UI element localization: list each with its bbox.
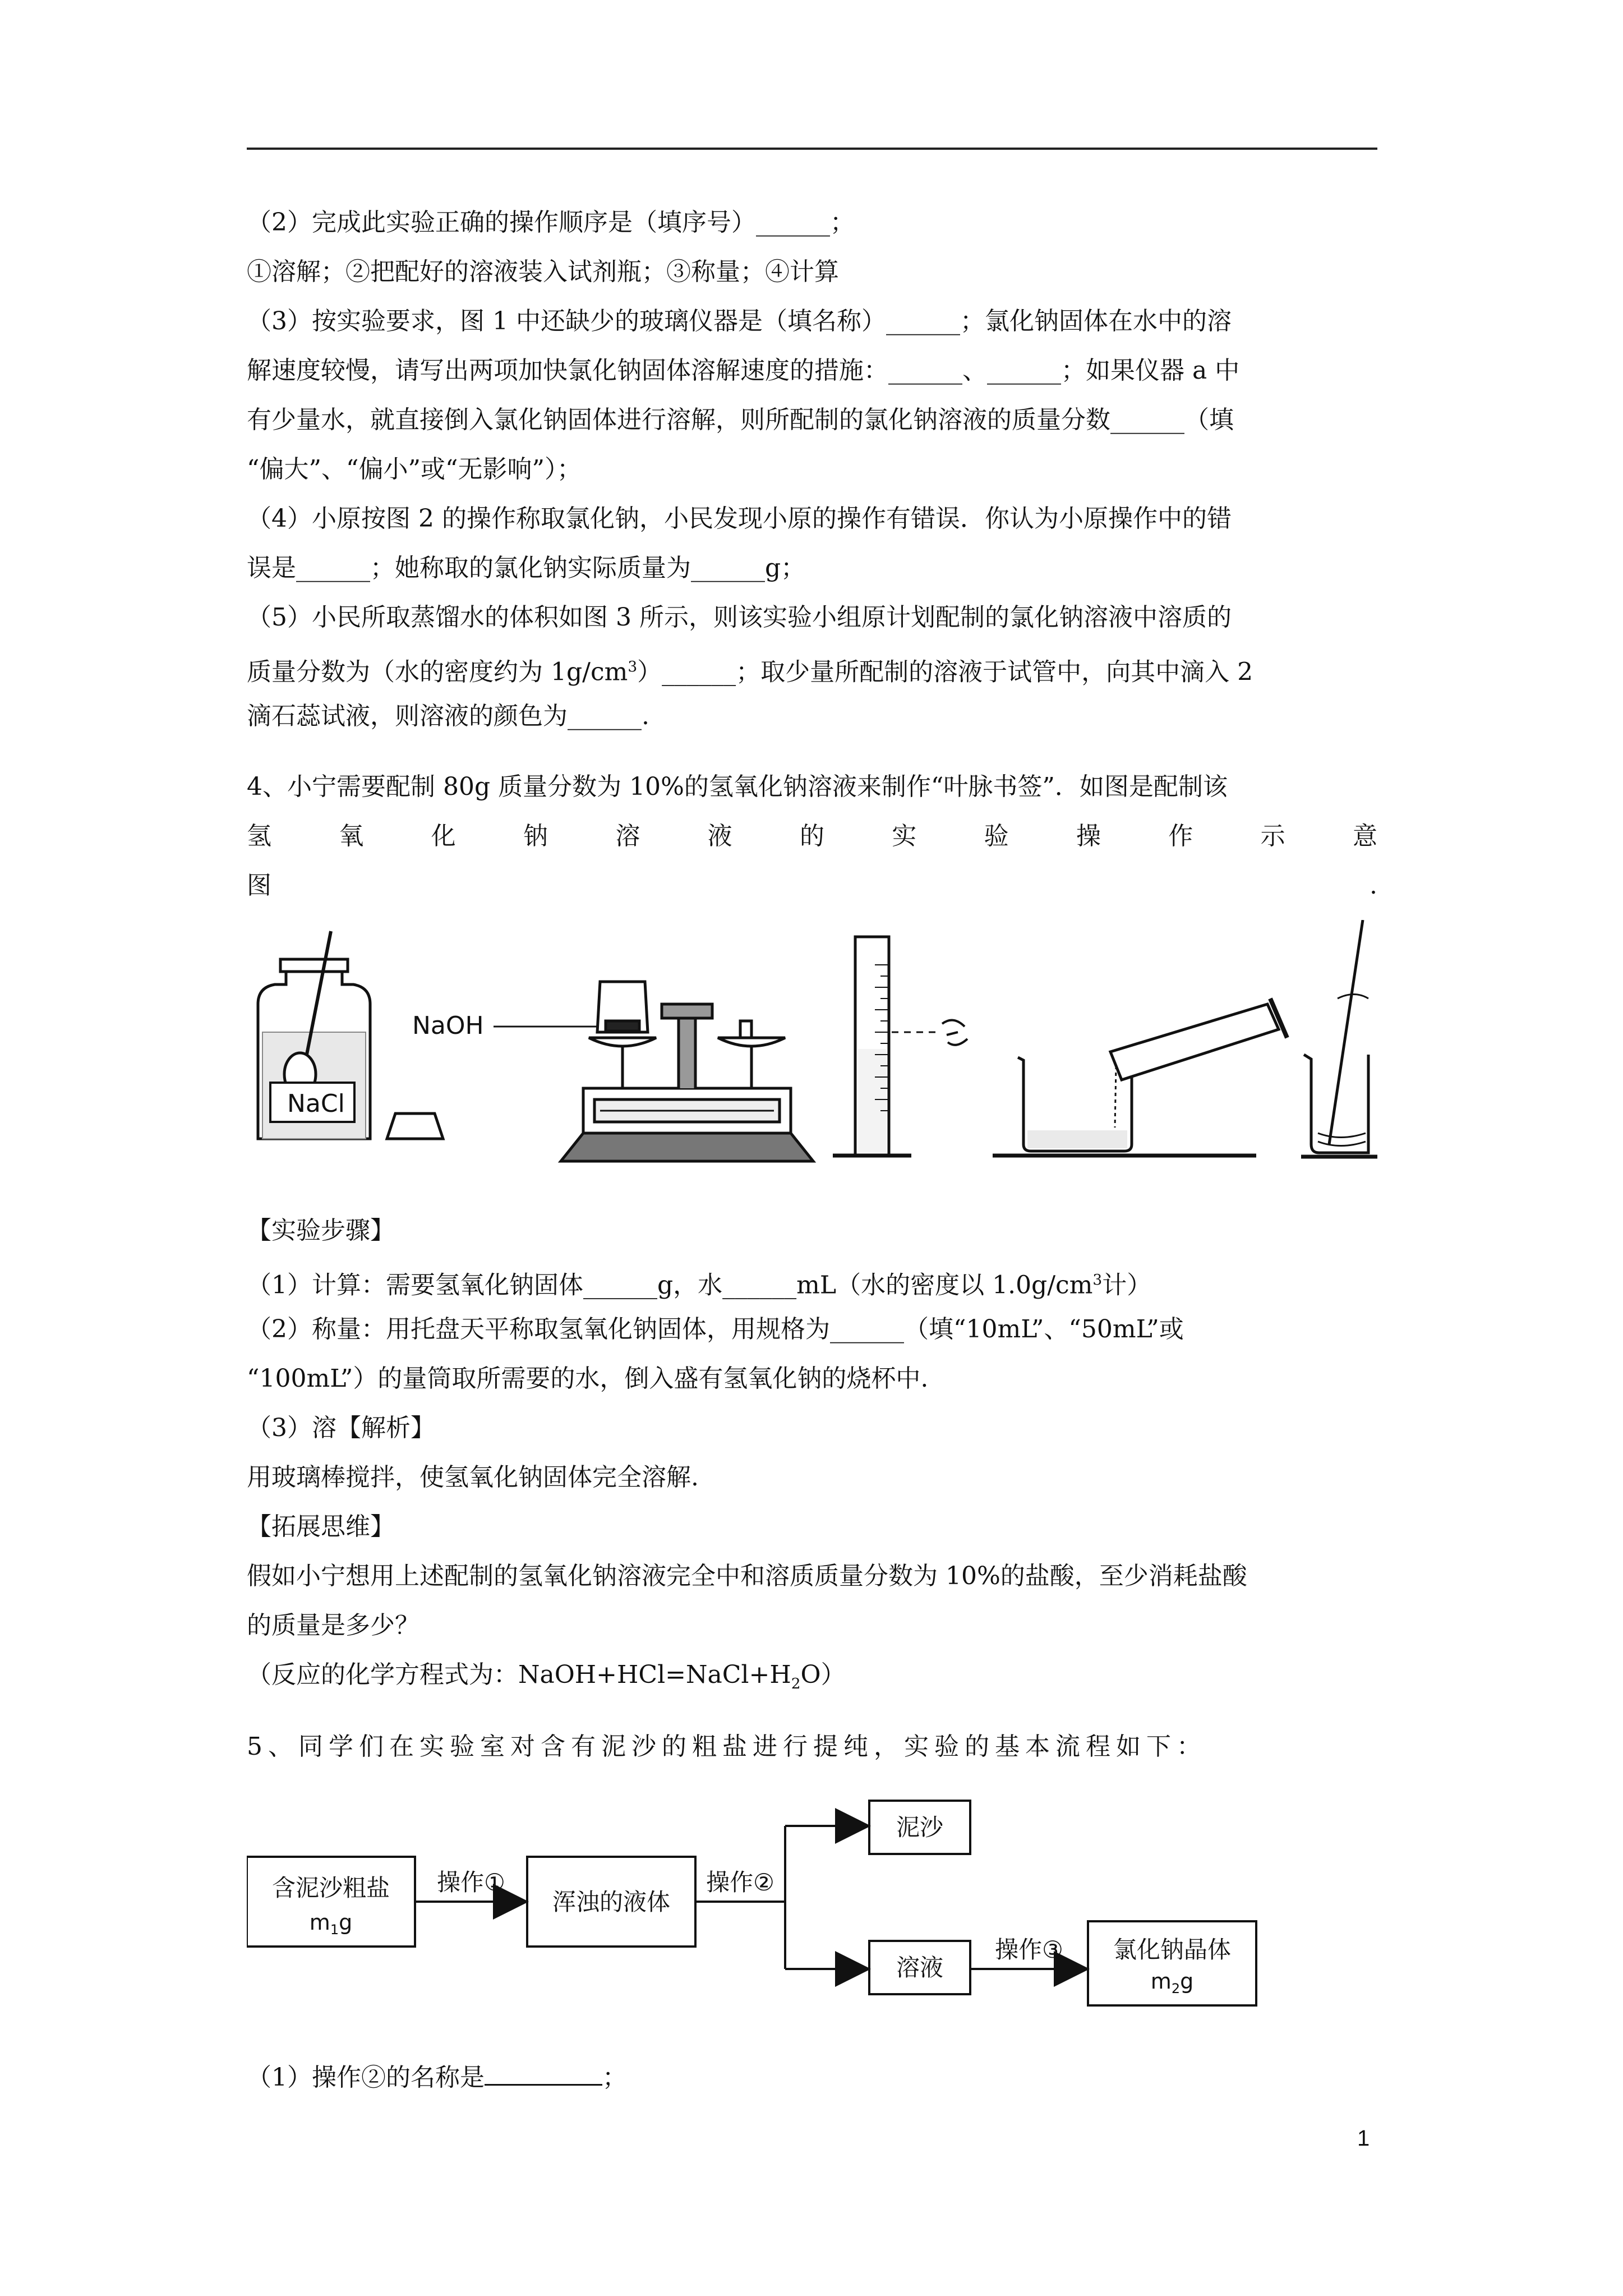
q5-part1-text: （1）操作②的名称是	[247, 2063, 485, 2092]
q4-line2-char: 液	[707, 822, 732, 850]
q3-part3-line3: 有少量水，就直接倒入氯化钠固体进行溶解，则所配制的氯化钠溶液的质量分数______（填	[247, 406, 1234, 434]
q4-step1	[247, 1255, 1377, 1310]
naoh-label: NaOH	[412, 1011, 484, 1040]
q3-part3-line1: （3）按实验要求，图 1 中还缺少的玻璃仪器是（填名称）______；氯化钠固体在水中的溶	[247, 307, 1232, 335]
beaker-pouring-icon	[993, 999, 1287, 1156]
q4-equation-subscript: 2	[791, 1674, 801, 1692]
q5-part1	[247, 2053, 1377, 2102]
apparatus-figure	[247, 920, 1377, 1167]
flow-box3-label: 泥沙	[896, 1814, 944, 1841]
q4-equation	[247, 1650, 1377, 1709]
purification-flowchart	[247, 1789, 1267, 2025]
flow-op2-label: 操作②	[706, 1869, 774, 1896]
flow-box2-label: 浑浊的液体	[552, 1888, 671, 1916]
q4-step3-detail: 用玻璃棒搅拌，使氢氧化钠固体完全溶解.	[247, 1463, 699, 1492]
flow-box5-label: 氯化钠晶体	[1113, 1936, 1232, 1963]
q4-step1-b: 计）	[1102, 1271, 1152, 1300]
page-number: 1	[1357, 2126, 1370, 2151]
q4-line1: 4、小宁需要配制 80g 质量分数为 10%的氢氧化钠溶液来制作“叶脉书签”．如图是配制该	[247, 772, 1228, 801]
flow-box1-label: 含泥沙粗盐	[271, 1874, 390, 1902]
q4-line3	[247, 861, 1377, 910]
q5-intro: 5、同学们在实验室对含有泥沙的粗盐进行提纯，实验的基本流程如下：	[247, 1732, 1207, 1761]
balance-icon	[494, 982, 813, 1161]
q4-line2-char: 溶	[615, 822, 640, 850]
q4-line2-char: 验	[984, 822, 1009, 850]
q3-part3-line4: “偏大”、“偏小”或“无影响”）；	[247, 455, 582, 484]
stopper-icon	[387, 1114, 443, 1139]
flowchart-svg	[247, 1789, 1267, 2025]
q4-line2-char: 示	[1260, 822, 1285, 850]
q3-part3-line2: 解速度较慢，请写出两项加快氯化钠固体溶解速度的措施：______、______；如果仪器 a 中	[247, 356, 1240, 385]
q4-line2-char: 氧	[339, 822, 364, 850]
q4-step2-line1: （2）称量：用托盘天平称取氢氧化钠固体，用规格为______（填“10mL”、“50mL”或	[247, 1315, 1184, 1343]
q3-part5-line1: （5）小民所取蒸馏水的体积如图 3 所示，则该实验小组原计划配制的氯化钠溶液中溶质的	[247, 603, 1232, 632]
flow-op3-label: 操作③	[995, 1936, 1063, 1963]
nacl-label: NaCl	[287, 1089, 345, 1118]
apparatus-svg	[247, 920, 1377, 1167]
q5-part1-end: ；	[602, 2063, 627, 2092]
flow-box1-mass: $m_1g$	[309, 1910, 353, 1938]
q4-line2-char: 操	[1076, 822, 1101, 850]
q4-line2-justified	[247, 812, 1377, 861]
q4-line2-char: 的	[799, 822, 824, 850]
q3-part4-line1: （4）小原按图 2 的操作称取氯化钠，小民发现小原的操作有错误．你认为小原操作中的错	[247, 504, 1232, 533]
q4-step2-line2: “100mL”）的量筒取所需要的水，倒入盛有氢氧化钠的烧杯中.	[247, 1364, 929, 1393]
q3-part2-options: ①溶解；②把配好的溶液装入试剂瓶；③称量；④计算	[247, 257, 839, 286]
q3-part5-line3: 滴石蕊试液，则溶液的颜色为______.	[247, 702, 649, 730]
q5-part1-answer-blank[interactable]	[485, 2062, 602, 2086]
q4-equation-b: O）	[800, 1660, 846, 1689]
header-rule	[247, 148, 1377, 150]
q3-part5-line2	[247, 642, 1377, 697]
q3-part2: （2）完成此实验正确的操作顺序是（填序号）______；	[247, 208, 855, 237]
q4-line2-char: 钠	[523, 822, 548, 850]
q4-line2-char: 实	[892, 822, 917, 850]
q4-line2-char: 化	[431, 822, 456, 850]
q4-step1-superscript: 3	[1092, 1271, 1103, 1289]
beaker-stirring-icon	[1301, 920, 1377, 1157]
q4-line2-char: 氢	[247, 822, 271, 850]
q4-equation-a: （反应的化学方程式为：NaOH+HCl=NaCl+H	[247, 1660, 791, 1689]
q3-part5-line2-b: ）______；取少量所配制的溶液于试管中，向其中滴入 2	[637, 657, 1253, 687]
q4-step3: （3）溶【解析】	[247, 1414, 435, 1442]
q4-line2-char: 作	[1168, 822, 1193, 850]
q4-steps-header: 【实验步骤】	[247, 1216, 395, 1245]
q3-part5-line2-a: 质量分数为（水的密度约为 1g/cm	[247, 657, 628, 687]
q3-part5-superscript: 3	[628, 658, 638, 675]
q4-line3-right: .	[1370, 871, 1377, 900]
q4-extend-header: 【拓展思维】	[247, 1512, 395, 1541]
flow-box5-mass: $m_2g$	[1150, 1969, 1194, 1996]
q4-line3-left: 图	[247, 871, 271, 900]
q4-step1-a: （1）计算：需要氢氧化钠固体______g，水______mL（水的密度以 1.0g/cm	[247, 1271, 1093, 1300]
flow-box4-label: 溶液	[896, 1954, 944, 1981]
q3-part4-line2: 误是______；她称取的氯化钠实际质量为______g；	[247, 554, 806, 582]
q4-line2-char: 意	[1352, 822, 1377, 850]
q4-extend-line2: 的质量是多少？	[247, 1611, 419, 1640]
flow-op1-label: 操作①	[437, 1869, 505, 1896]
graduated-cylinder-icon	[833, 937, 967, 1156]
q4-extend-line1: 假如小宁想用上述配制的氢氧化钠溶液完全中和溶质质量分数为 10%的盐酸，至少消耗盐酸	[247, 1562, 1247, 1590]
